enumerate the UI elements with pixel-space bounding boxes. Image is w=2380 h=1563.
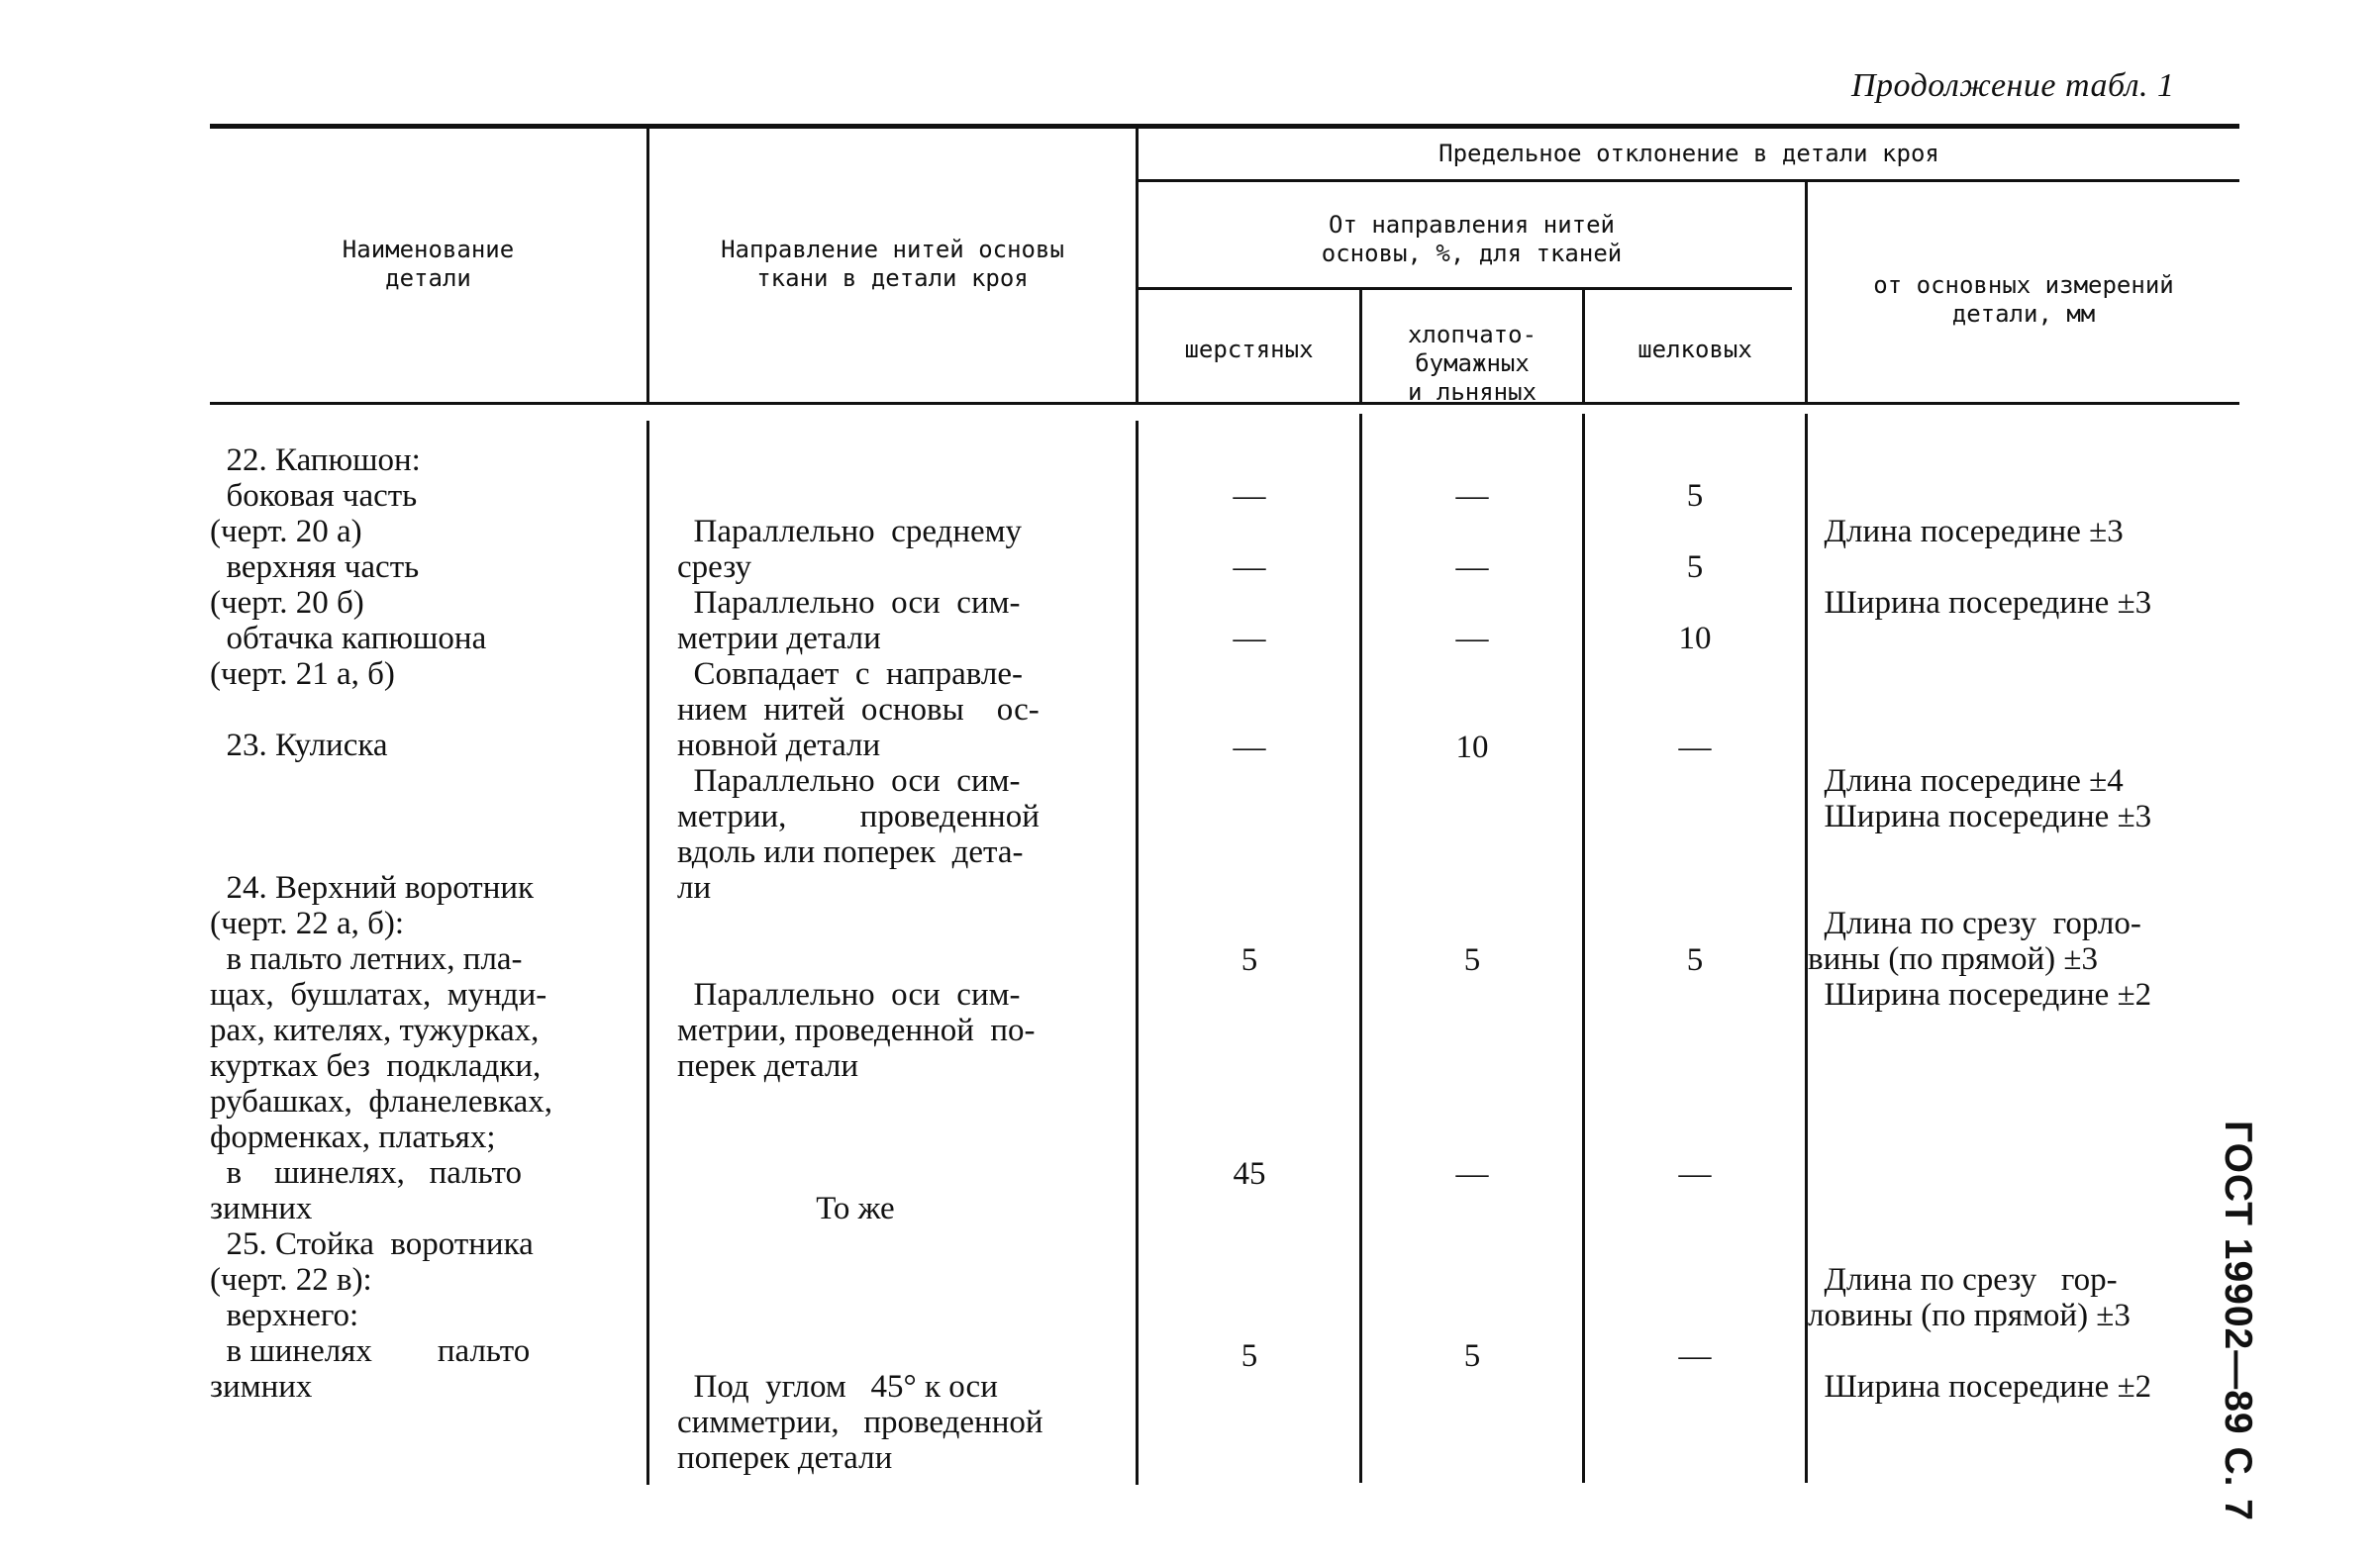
text-line (1808, 1120, 2239, 1155)
text-line: Длина посередине ±3 (1808, 514, 2124, 549)
value-silk: 10 (1678, 621, 1712, 656)
value-cotton: — (1455, 549, 1489, 585)
value-cotton: — (1455, 621, 1489, 656)
text-line: куртках без подкладки, (210, 1048, 542, 1084)
text-line (677, 478, 1135, 514)
header-name: Наименование детали (342, 236, 515, 292)
text-line: То же (677, 1191, 895, 1226)
text-line (677, 1084, 1135, 1120)
text-line: рах, кителях, тужурках, (210, 1013, 540, 1048)
text-line: зимних (210, 1369, 313, 1405)
column-measurement-deviation (1808, 478, 2239, 1405)
text-line (677, 1262, 1135, 1298)
top-rule (210, 124, 2239, 129)
text-line (1808, 834, 2239, 870)
value-silk: — (1678, 1338, 1712, 1374)
text-line: Длина посередине ±4 (1808, 763, 2124, 799)
text-line (677, 1333, 1135, 1369)
text-line: верхнего: (210, 1298, 359, 1333)
text-line: Параллельно оси сим- (677, 585, 1021, 621)
text-line: Параллельно оси сим- (677, 977, 1021, 1013)
text-line: 22. Капюшон: (210, 442, 421, 478)
value-wool: — (1233, 621, 1266, 656)
text-line: Совпадает с направле- (677, 656, 1023, 692)
text-line (1808, 1333, 2239, 1369)
text-line: зимних (210, 1191, 313, 1226)
value-cotton: 10 (1455, 730, 1489, 765)
text-line: форменках, платьях; (210, 1120, 496, 1155)
text-line: Под углом 45° к оси (677, 1369, 998, 1405)
column-part-names (210, 442, 645, 1405)
deviation-rule (1137, 179, 2239, 182)
text-line: в пальто летних, пла- (210, 941, 523, 977)
text-line (210, 763, 645, 799)
header-deviation: Предельное отклонение в детали кроя (1438, 140, 1939, 167)
text-line (1808, 1084, 2239, 1120)
header-from-measure: от основных измерений детали, мм (1873, 271, 2174, 328)
header-from-direction: От направления нитей основы, %, для тканей (1321, 211, 1623, 267)
text-line: поперек детали (677, 1440, 893, 1476)
text-line: Ширина посередине ±2 (1808, 977, 2152, 1013)
text-line: перек детали (677, 1048, 859, 1084)
col-divider-2-body (1136, 421, 1139, 1485)
text-line: (черт. 22 в): (210, 1262, 372, 1298)
text-line (677, 1298, 1135, 1333)
text-line: ли (677, 870, 712, 906)
text-line (1808, 656, 2239, 692)
text-line (1808, 728, 2239, 763)
text-line: Длина по срезу гор- (1808, 1262, 2118, 1298)
col-divider-3-body (1359, 414, 1362, 1483)
text-line (677, 941, 1135, 977)
text-line: (черт. 21 а, б) (210, 656, 395, 692)
text-line: (черт. 20 б) (210, 585, 364, 621)
text-line (210, 692, 645, 728)
text-line: вдоль или поперек дета- (677, 834, 1024, 870)
text-line: щах, бушлатах, мунди- (210, 977, 547, 1013)
col-divider-4-body (1582, 414, 1585, 1483)
text-line (1808, 1191, 2239, 1226)
text-line: вины (по прямой) ±3 (1808, 941, 2098, 977)
text-line (1808, 1155, 2239, 1191)
value-wool: 5 (1240, 942, 1258, 978)
value-wool: — (1233, 478, 1266, 514)
text-line (1808, 1013, 2239, 1048)
text-line: 23. Кулиска (210, 728, 388, 763)
text-line (677, 1155, 1135, 1191)
text-line: Длина по срезу горло- (1808, 906, 2141, 941)
header-bottom-rule (210, 402, 2239, 405)
text-line: рубашках, фланелевках, (210, 1084, 553, 1120)
text-line (1808, 692, 2239, 728)
text-line: Параллельно оси сим- (677, 763, 1021, 799)
column-thread-direction (677, 478, 1135, 1476)
text-line (677, 1226, 1135, 1262)
value-cotton: 5 (1463, 1338, 1481, 1374)
value-wool: 5 (1240, 1338, 1258, 1374)
value-silk: 5 (1686, 478, 1704, 514)
text-line (210, 799, 645, 834)
text-line (1808, 1226, 2239, 1262)
text-line (1808, 549, 2239, 585)
value-cotton: — (1455, 478, 1489, 514)
text-line: в шинелях пальто (210, 1333, 531, 1369)
text-line (1808, 870, 2239, 906)
text-line: Ширина посередине ±3 (1808, 585, 2152, 621)
text-line (1808, 478, 2239, 514)
header-wool: шерстяных (1184, 336, 1314, 363)
text-line (1808, 621, 2239, 656)
text-line (210, 834, 645, 870)
text-line: метрии, проведенной (677, 799, 1040, 834)
text-line: симметрии, проведенной (677, 1405, 1043, 1440)
text-line: 24. Верхний воротник (210, 870, 535, 906)
text-line: срезу (677, 549, 752, 585)
value-silk: 5 (1686, 549, 1704, 585)
text-line: нием нитей основы ос- (677, 692, 1040, 728)
header-silk: шелковых (1637, 336, 1752, 363)
value-silk: — (1678, 1156, 1712, 1192)
text-line: Ширина посередине ±2 (1808, 1369, 2152, 1405)
text-line: Параллельно среднему (677, 514, 1023, 549)
text-line: верхняя часть (210, 549, 420, 585)
text-line: 25. Стойка воротника (210, 1226, 534, 1262)
value-wool: 45 (1233, 1156, 1266, 1192)
col-divider-1-body (646, 421, 649, 1485)
text-line (677, 1120, 1135, 1155)
text-line: обтачка капюшона (210, 621, 487, 656)
text-line: Ширина посередине ±3 (1808, 799, 2152, 834)
value-wool: — (1233, 549, 1266, 585)
text-line: в шинелях, пальто (210, 1155, 522, 1191)
text-line: метрии, проведенной по- (677, 1013, 1036, 1048)
header-direction: Направление нитей основы ткани в детали кроя (721, 236, 1064, 292)
value-wool: — (1233, 730, 1266, 765)
text-line: ловины (по прямой) ±3 (1808, 1298, 2131, 1333)
text-line: новной детали (677, 728, 881, 763)
table-caption: Продолжение табл. 1 (1851, 67, 2175, 104)
text-line (1808, 1048, 2239, 1084)
value-cotton: — (1455, 1156, 1489, 1192)
value-silk: — (1678, 730, 1712, 765)
value-silk: 5 (1686, 942, 1704, 978)
text-line (677, 906, 1135, 941)
from-direction-rule (1137, 287, 1792, 290)
text-line: (черт. 20 а) (210, 514, 362, 549)
text-line: метрии детали (677, 621, 881, 656)
text-line: боковая часть (210, 478, 418, 514)
header-cotton: хлопчато- бумажных и льняных (1407, 321, 1537, 406)
value-cotton: 5 (1463, 942, 1481, 978)
page-side-label: ГОСТ 19902—89 С. 7 (2217, 1121, 2259, 1521)
text-line: (черт. 22 а, б): (210, 906, 405, 941)
